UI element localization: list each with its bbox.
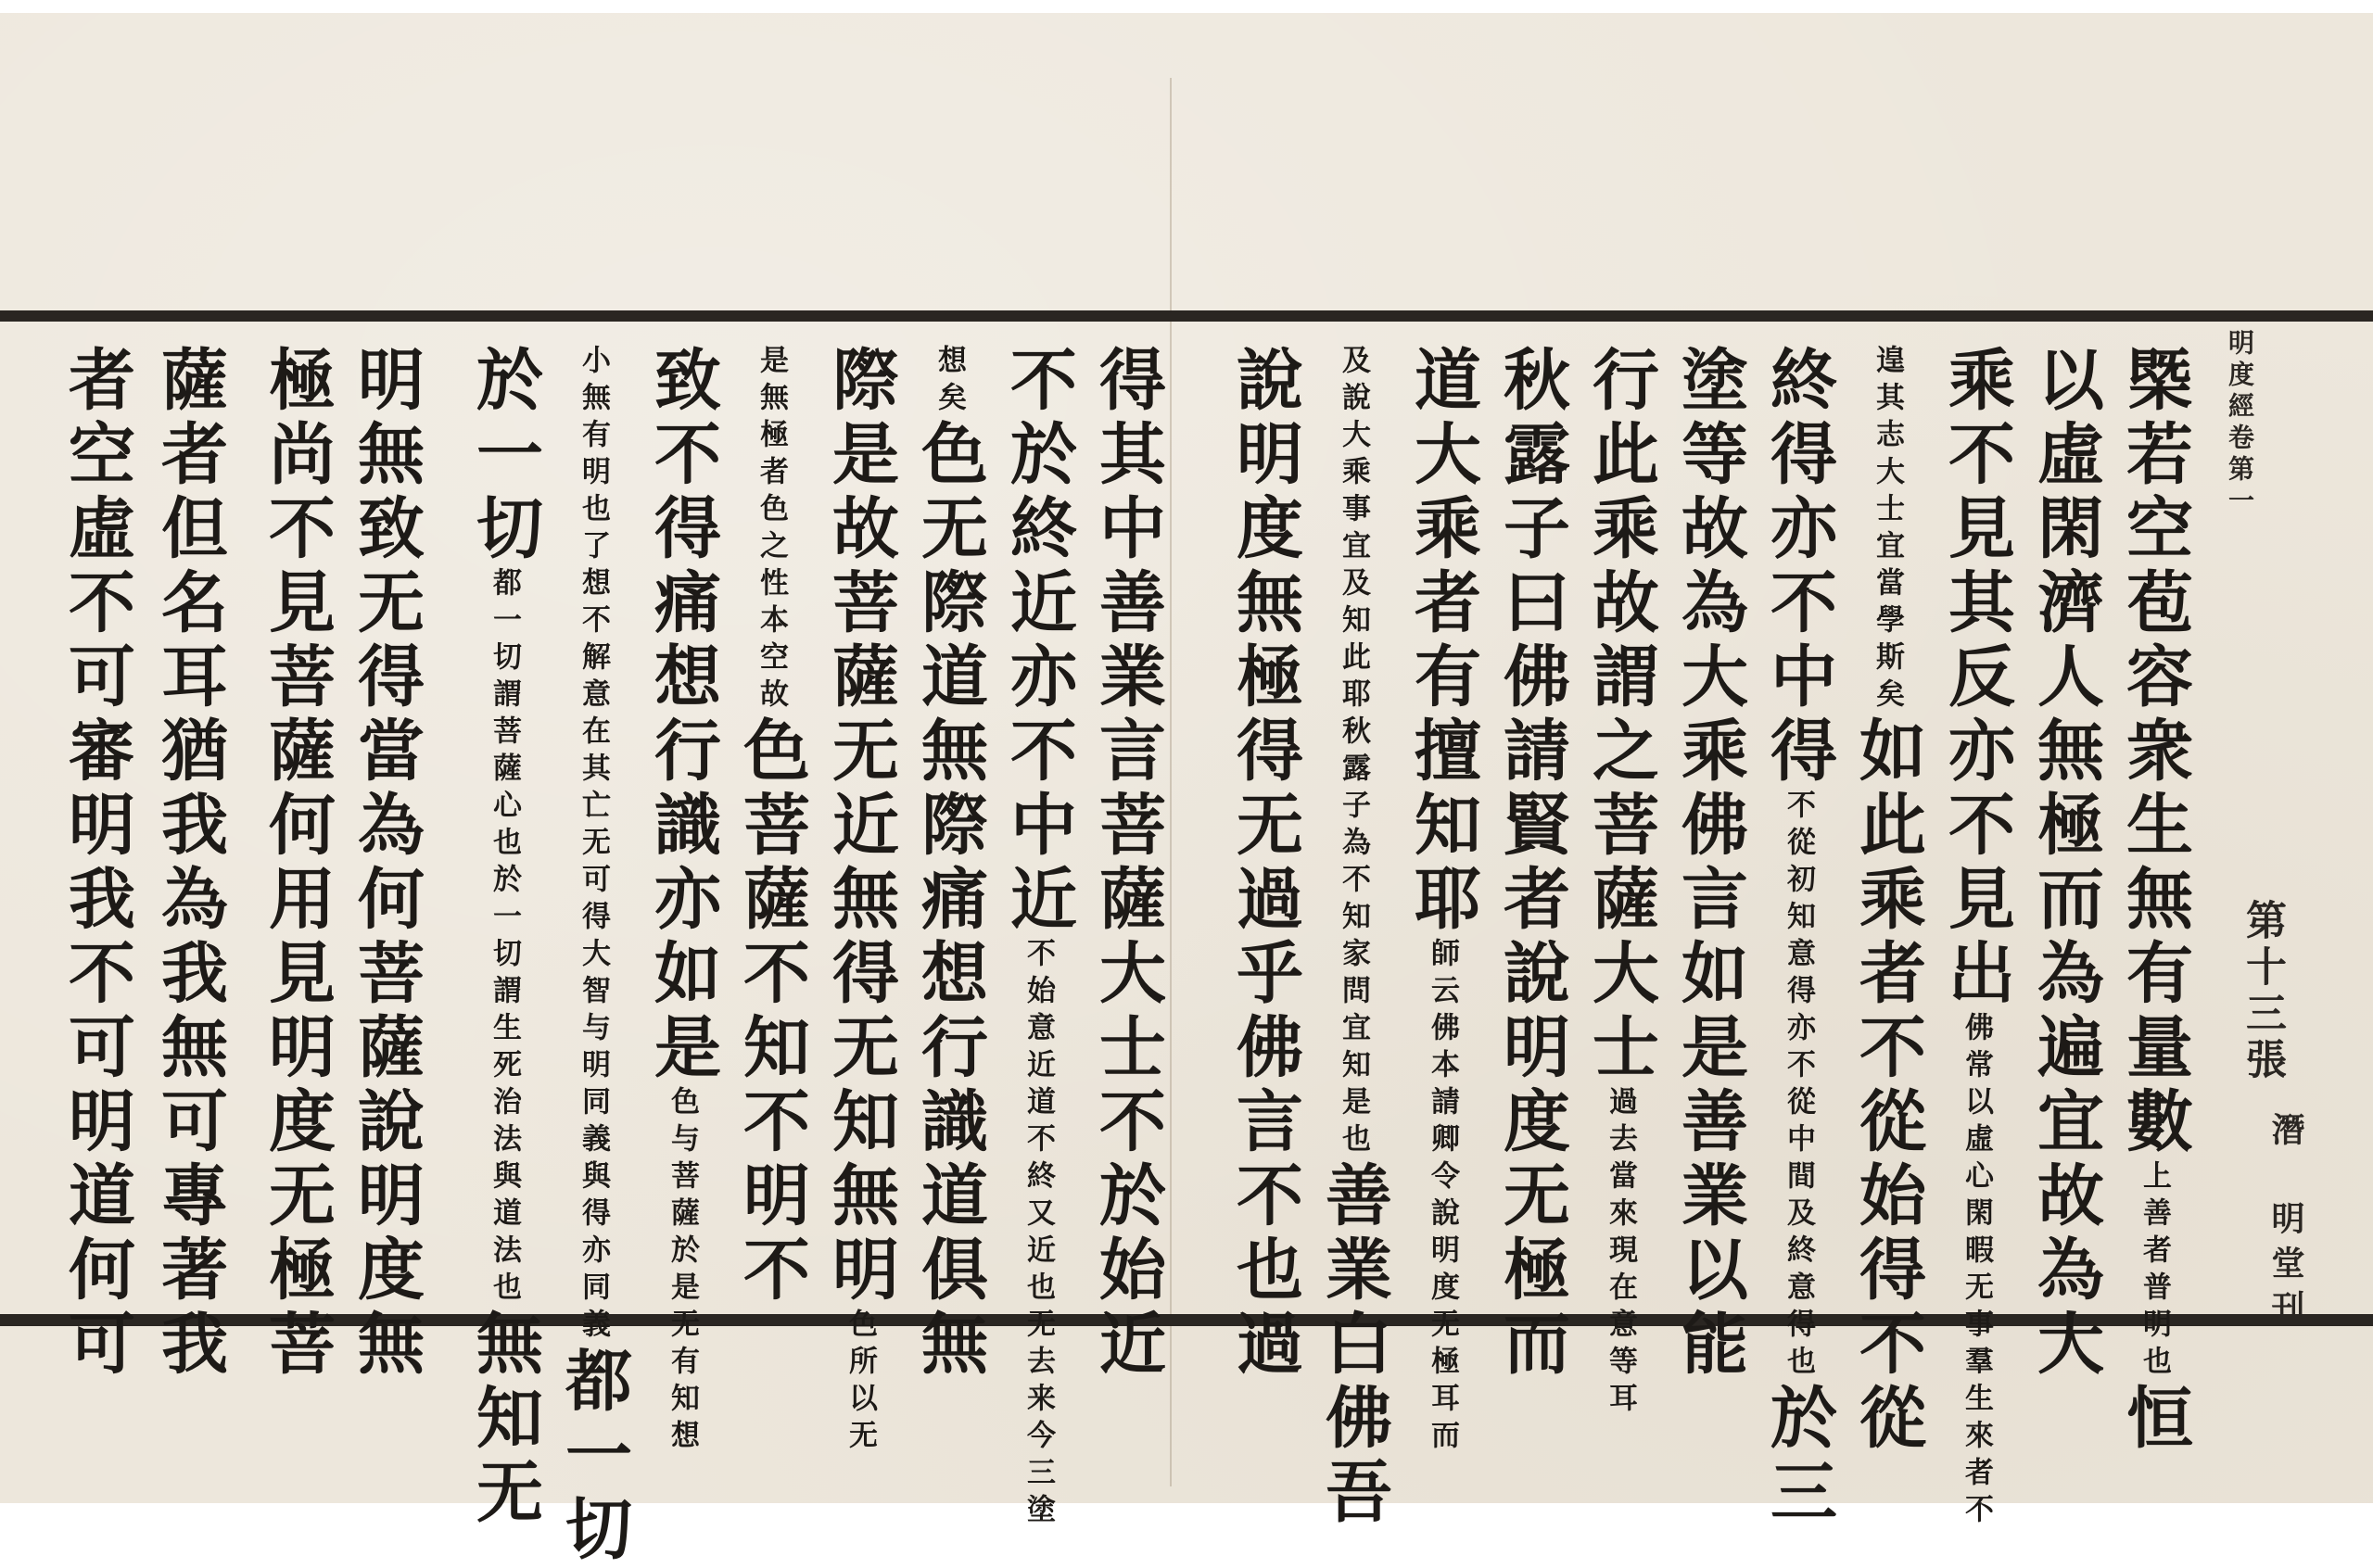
main-text: 明無致无得當為何菩薩說明度無	[347, 345, 425, 1383]
main-text: 終得亦不中得	[1759, 345, 1838, 790]
text-column-5	[1759, 345, 1838, 1531]
text-column-2	[2026, 345, 2105, 1383]
main-text: 秋露子曰佛請賢者說明度无極而	[1492, 345, 1571, 1383]
commentary-note: 不從初知意得亦不從中間及終意得也	[1782, 790, 1815, 1383]
text-column-4	[1848, 345, 1927, 1457]
main-text: 致不得痛想行識亦如是	[643, 345, 722, 1086]
text-column-17	[643, 345, 722, 1457]
commentary-note: 色与菩薩於是无有知想	[666, 1086, 699, 1457]
main-text: 極尚不見菩薩何用見明度无極菩	[258, 345, 336, 1383]
text-column-6	[1670, 345, 1749, 1383]
leaf-number: 第十三張	[2239, 899, 2286, 1084]
main-text: 塗等故為大乘佛言如是善業以能	[1670, 345, 1749, 1383]
commentary-note: 及說大乘事宜及知此耶秋露子為不知家問宜知是也	[1337, 345, 1370, 1160]
text-column-10	[1314, 345, 1393, 1531]
commentary-note: 上善者普明也	[2138, 1160, 2171, 1383]
text-column-20	[347, 345, 425, 1383]
main-text: 於一切	[465, 345, 544, 567]
main-text: 以虛閑濟人無極而為遍宜故為大	[2026, 345, 2105, 1383]
text-column-21	[258, 345, 336, 1383]
text-column-11	[1225, 345, 1304, 1383]
commentary-note: 是無極者色之性本空故	[755, 345, 788, 715]
commentary-note: 師云佛本請卿令說明度无極耳而	[1426, 938, 1459, 1457]
text-column-16	[732, 345, 811, 1309]
main-text: 恒	[2115, 1383, 2194, 1457]
page-fold-line	[1170, 78, 1172, 1486]
commentary-note: 佛常以虛心閑暇无事羣生來者不	[1960, 1012, 1993, 1531]
volume-title: 明度經卷第一	[2225, 329, 2255, 518]
text-column-3	[1937, 345, 2016, 1531]
commentary-note: 都一切謂菩薩心也於一切謂生死治法與道法也	[488, 567, 521, 1309]
text-column-18	[554, 345, 633, 1568]
main-text: 善業白佛吾	[1314, 1160, 1393, 1531]
main-text: 㮣若空苞容衆生無有量數	[2115, 345, 2194, 1160]
main-text: 際是故菩薩无近無得无知無明	[821, 345, 900, 1309]
main-text: 不於終近亦不中近	[999, 345, 1078, 938]
main-text: 得其中善業言菩薩大士不於始近	[1088, 345, 1167, 1383]
text-column-12	[1088, 345, 1167, 1383]
main-text: 色菩薩不知不明不	[732, 715, 811, 1309]
main-text: 薩者但名耳猶我為我無可專著我	[150, 345, 229, 1383]
text-column-15	[821, 345, 900, 1457]
commentary-note: 遑其志大士宜當學斯矣	[1871, 345, 1904, 715]
main-text: 道大乘者有擅知耶	[1403, 345, 1482, 938]
main-text: 說明度無極得无過乎佛言不也過	[1225, 345, 1304, 1383]
text-column-1	[2115, 345, 2194, 1457]
text-column-19	[465, 345, 544, 1531]
top-border-rule	[0, 310, 2373, 322]
main-text: 行此乘故謂之菩薩大士	[1581, 345, 1660, 1086]
main-text: 如此乘者不從始得不從	[1848, 715, 1927, 1457]
text-column-9	[1403, 345, 1482, 1457]
text-column-22	[150, 345, 229, 1383]
main-text: 都一切	[554, 1346, 633, 1568]
commentary-note: 色所以无	[844, 1309, 877, 1457]
main-text: 無知无	[465, 1309, 544, 1531]
text-column-7	[1581, 345, 1660, 1420]
text-column-14	[910, 345, 989, 1383]
main-text: 於三	[1759, 1383, 1838, 1531]
commentary-note: 想矣	[933, 345, 966, 419]
commentary-note: 小無有明也了想不解意在其亡无可得大智与明同義與得亦同義	[577, 345, 610, 1346]
main-text: 乘不見其反亦不見出	[1937, 345, 2016, 1012]
main-text: 者空虛不可審明我不可明道何可	[57, 345, 136, 1383]
main-text: 色无際道無際痛想行識道俱無	[910, 419, 989, 1383]
text-column-23	[57, 345, 136, 1383]
text-column-8	[1492, 345, 1571, 1383]
commentary-note: 過去當來現在意等耳	[1604, 1086, 1637, 1420]
commentary-note: 不始意近道不終又近也无去来今三塗	[1022, 938, 1055, 1531]
engraver-mark: 潛 明堂刊	[2266, 1112, 2305, 1334]
text-column-13	[999, 345, 1078, 1531]
